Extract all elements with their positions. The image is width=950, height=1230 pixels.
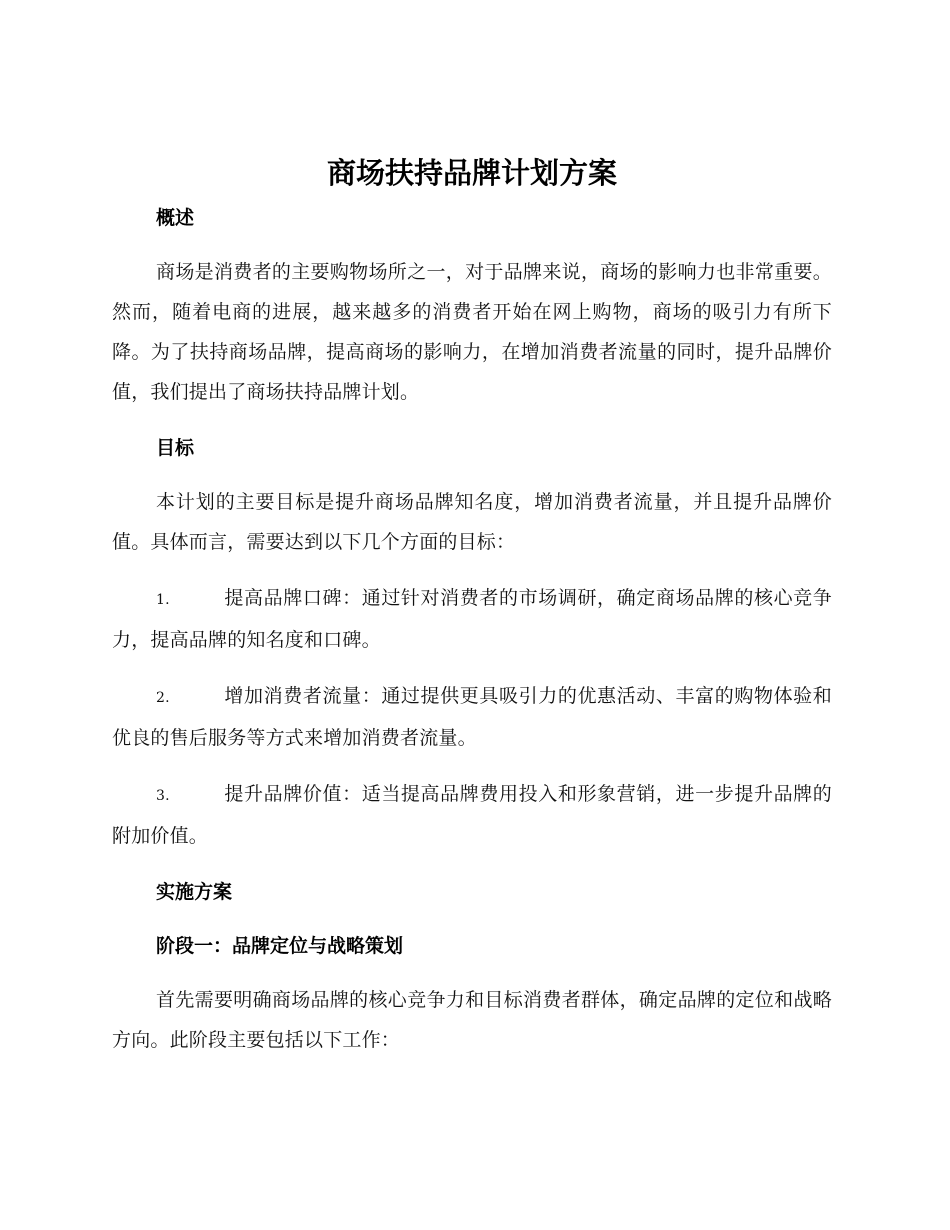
spacer — [112, 966, 832, 980]
spacer — [112, 912, 832, 926]
spacer — [112, 660, 832, 676]
goal-list-item — [112, 578, 832, 660]
overview-paragraph: 商场是消费者的主要购物场所之一，对于品牌来说，商场的影响力也非常重要。然而，随着电商的进展，越来越多的消费者开始在网上购物，商场的吸引力有所下降。为了扶持商场品牌，提高商场的影响力，在增加消费者流量的同时，提升品牌价值，我们提出了商场扶持品牌计划。 — [112, 261, 832, 403]
list-item-number: 1. — [156, 592, 170, 608]
spacer — [112, 468, 832, 482]
spacer — [112, 562, 832, 578]
goal-list-item — [112, 774, 832, 856]
document-title: 商场扶持品牌计划方案 — [326, 156, 617, 190]
list-item-number: 2. — [156, 690, 170, 706]
goals-heading: 目标 — [156, 437, 195, 459]
spacer — [112, 758, 832, 774]
spacer — [112, 856, 832, 872]
document-body — [112, 148, 832, 1060]
list-item-text: 增加消费者流量：通过提供更具吸引力的优惠活动、丰富的购物体验和优良的售后服务等方式来增加消费者流量。 — [112, 685, 832, 749]
phase1-heading: 阶段一：品牌定位与战略策划 — [156, 935, 404, 957]
goal-list-item — [112, 676, 832, 758]
implementation-heading: 实施方案 — [156, 881, 233, 903]
spacer — [112, 238, 832, 252]
list-item-text: 提高品牌口碑：通过针对消费者的市场调研，确定商场品牌的核心竞争力，提高品牌的知名度和口碑。 — [112, 587, 832, 651]
spacer — [112, 412, 832, 428]
list-item-number: 3. — [156, 788, 170, 804]
goals-paragraph: 本计划的主要目标是提升商场品牌知名度，增加消费者流量，并且提升品牌价值。具体而言，需要达到以下几个方面的目标： — [112, 491, 832, 553]
overview-heading: 概述 — [156, 207, 195, 229]
list-item-text: 提升品牌价值：适当提高品牌费用投入和形象营销，进一步提升品牌的附加价值。 — [112, 783, 832, 847]
phase1-paragraph: 首先需要明确商场品牌的核心竞争力和目标消费者群体，确定品牌的定位和战略方向。此阶段主要包括以下工作： — [112, 989, 832, 1051]
